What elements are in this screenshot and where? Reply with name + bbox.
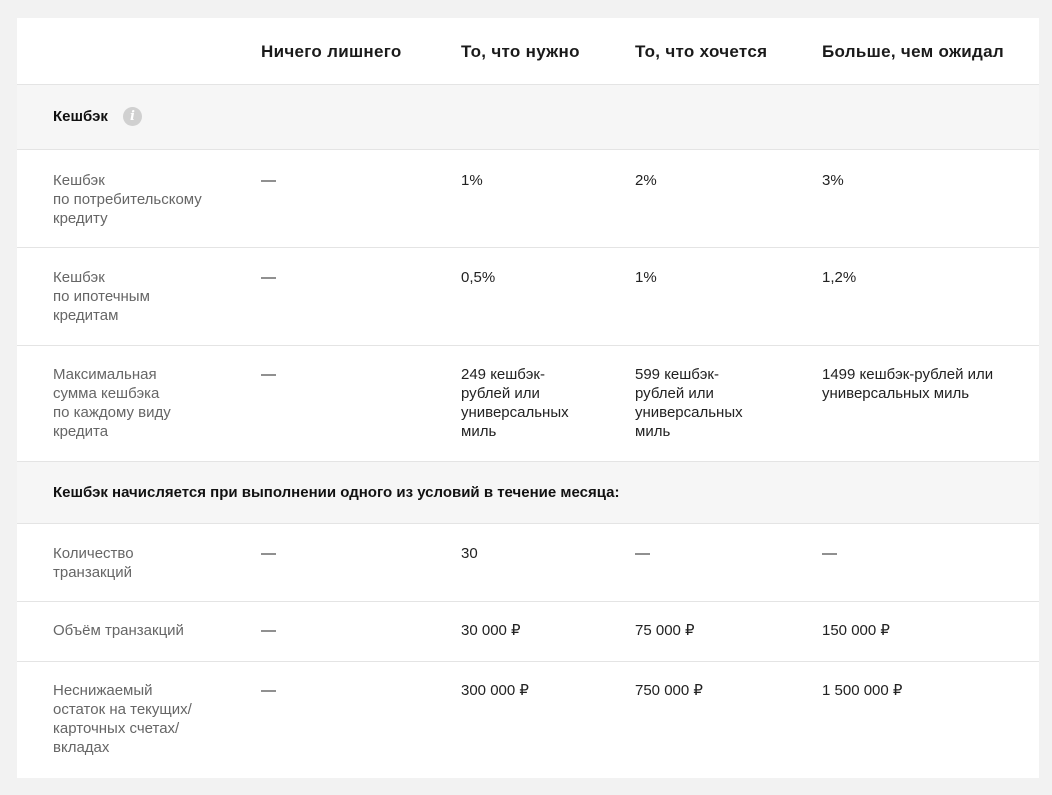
table-row: [17, 346, 1039, 462]
column-header-4: Больше, чем ожидал: [822, 42, 1005, 61]
row-label: Максимальная сумма кешбэка по каждому виду кредита: [53, 366, 171, 440]
cell-value: 1499 кешбэк-рублей или универсальных миль: [822, 366, 994, 402]
cell-value: 0,5%: [461, 269, 496, 286]
column-header-2: То, что нужно: [461, 42, 580, 61]
cell-value: 2%: [635, 172, 657, 189]
cell-value: 3%: [822, 172, 844, 189]
cell-value: —: [261, 622, 276, 639]
cell-value: 75 000 ₽: [635, 622, 695, 639]
cell-value: —: [261, 366, 276, 383]
cell-value: 30 000 ₽: [461, 622, 521, 639]
cell-value: 150 000 ₽: [822, 622, 890, 639]
cell-value: —: [261, 545, 276, 562]
cell-value: —: [261, 269, 276, 286]
table-row: [17, 150, 1039, 248]
cell-value: 249 кешбэк- рублей или универсальных миль: [461, 366, 569, 440]
cell-value: 599 кешбэк- рублей или универсальных миль: [635, 366, 743, 440]
cell-value: 1 500 000 ₽: [822, 682, 903, 699]
section-title: Кешбэк начисляется при выполнении одного из условий в течение месяца:: [53, 484, 620, 501]
tariff-comparison-table: [17, 18, 1039, 778]
cell-value: 750 000 ₽: [635, 682, 703, 699]
row-label: Объём транзакций: [53, 622, 184, 639]
row-label: Количество транзакций: [53, 545, 134, 581]
table-row: [17, 602, 1039, 662]
table-row: [17, 248, 1039, 346]
cell-value: —: [635, 545, 650, 562]
table-row: [17, 662, 1039, 778]
table-row: [17, 524, 1039, 602]
row-label: Неснижаемый остаток на текущих/ карточных счетах/ вкладах: [53, 682, 192, 756]
section-conditions: [17, 462, 1039, 524]
row-label: Кешбэк по ипотечным кредитам: [53, 269, 150, 324]
column-header-3: То, что хочется: [635, 42, 768, 61]
info-icon[interactable]: i: [123, 107, 142, 126]
table-header-row: [17, 18, 1039, 85]
cell-value: —: [261, 682, 276, 699]
cell-value: —: [261, 172, 276, 189]
row-label: Кешбэк по потребительскому кредиту: [53, 172, 202, 227]
cell-value: 300 000 ₽: [461, 682, 529, 699]
section-cashback: [17, 85, 1039, 150]
column-header-1: Ничего лишнего: [261, 42, 402, 61]
cell-value: 1%: [461, 172, 483, 189]
cell-value: 30: [461, 545, 478, 562]
section-title: Кешбэк: [53, 108, 108, 125]
cell-value: —: [822, 545, 837, 562]
cell-value: 1%: [635, 269, 657, 286]
cell-value: 1,2%: [822, 269, 857, 286]
